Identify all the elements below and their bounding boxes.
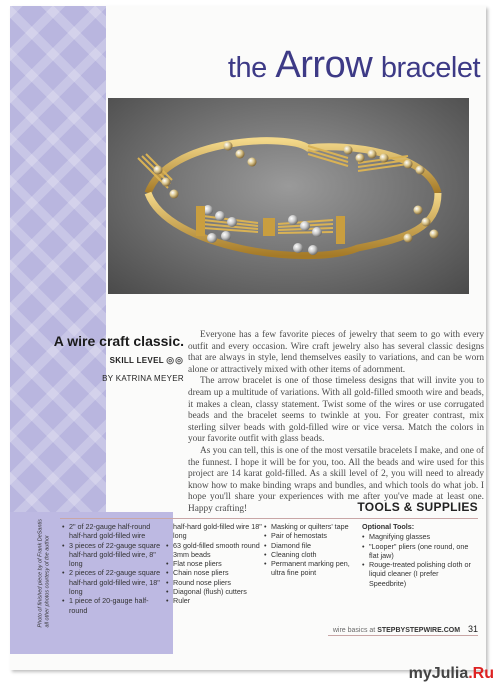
- site-watermark: [409, 665, 494, 683]
- article-body: [188, 330, 484, 516]
- watermark-name: myJulia: [408, 665, 469, 682]
- article-paragraph: As you can tell, this is one of the most versatile bracelets I make, and one of the funnest. I hope it will be for you, too. All the beads and wire used for this project are 14 karat gold-filled. As a skill level of 2, you will need to already know how to make binding wraps and bundles, and which tools do what job. I hope you'll share your experiences with me after you've made at least one. Happy crafting!: [188, 445, 484, 514]
- intro-heading: A wire craft classic.: [53, 333, 184, 349]
- skill-level-label: SKILL LEVEL: [109, 356, 164, 365]
- article-paragraph: Everyone has a few favorite pieces of jewelry that seem to go with every outfit and every occasion. Wire craft jewelry also has several classic designs that are always in style, lend themselves easily to variations, and can be worn alone or attractively mixed with other items of adornment.: [188, 330, 484, 375]
- page-number: 31: [467, 624, 478, 634]
- title-pre: the: [227, 52, 267, 84]
- supply-item: • 1 piece of 20-gauge half-round: [62, 596, 162, 615]
- footer-divider: [328, 635, 478, 636]
- photo-credit-text: Photo of finished piece by of Frank DeSantis all other photos courtesy of the author: [37, 518, 50, 628]
- supply-item: • Diagonal (flush) cutters: [166, 587, 264, 596]
- page-footer: [328, 624, 478, 634]
- supply-item: • 63 gold-filled smooth round 3mm beads: [166, 541, 264, 560]
- supply-item: • Chain nose pliers: [166, 568, 264, 577]
- tools-heading: TOOLS & SUPPLIES: [357, 500, 478, 514]
- supply-item: • Rouge-treated polishing cloth or liquid cleaner (I prefer Speedbrite): [362, 560, 472, 588]
- tools-divider: [60, 518, 478, 519]
- supply-item: • Cleaning cloth: [264, 550, 362, 559]
- article-paragraph: The arrow bracelet is one of those timeless designs that will invite you to dream up a multitude of variations. With all gold-filled smooth wire and beads, it makes a clean, classy statement. Twist some of the wires or use corrugated beads and the bracelet seems to twinkle at you. For greater contrast, mix sterling silver beads with gold-filled wire or vice versa. Match the colors in your favorite outfit with glass beads.: [188, 376, 484, 445]
- supply-item: • 2" of 22-gauge half-round half-hard gold-filled wire: [62, 522, 162, 541]
- supply-item: half-hard gold-filled wire 18" long: [173, 522, 262, 541]
- title-post: bracelet: [380, 52, 480, 84]
- supply-item: • Round nose pliers: [166, 578, 264, 587]
- supply-item: • 3 pieces of 22-gauge square half-hard gold-filled wire, 8" long: [62, 541, 162, 569]
- supplies-column-1: [62, 522, 162, 615]
- skill-level: [34, 355, 184, 366]
- supply-item: • Flat nose pliers: [166, 559, 264, 568]
- magazine-page: [10, 6, 486, 670]
- footer-site: STEPBYSTEPWIRE.COM: [377, 627, 461, 634]
- supplies-column-2: [166, 522, 264, 606]
- photo-credit: [32, 520, 56, 630]
- watermark-tld: .Ru: [468, 665, 494, 682]
- supplies-column-3: [264, 522, 362, 578]
- supply-item: • Ruler: [166, 596, 264, 605]
- optional-tools-column: [362, 522, 472, 588]
- page-title: [180, 44, 480, 87]
- supply-item: • "Looper" pliers (one round, one flat jaw): [362, 542, 472, 561]
- footer-prefix: wire basics at: [332, 627, 376, 634]
- supply-item: • Masking or quilters' tape: [264, 522, 362, 531]
- author-byline: BY KATRINA MEYER: [102, 374, 184, 383]
- supply-item: • Diamond file: [264, 541, 362, 550]
- supply-item: • Permanent marking pen, ultra fine point: [264, 559, 362, 578]
- supply-item: • Magnifying glasses: [362, 532, 472, 541]
- title-main: Arrow: [275, 44, 373, 86]
- optional-tools-heading: Optional Tools:: [362, 522, 415, 531]
- supply-item: • 2 pieces of 22-gauge square half-hard gold-filled wire, 18" long: [62, 568, 162, 596]
- bracelet-illustration: [108, 98, 469, 294]
- supply-item: • Pair of hemostats: [264, 531, 362, 540]
- skill-level-icon: ◎◎: [166, 355, 184, 365]
- bracelet-photo: [108, 98, 469, 294]
